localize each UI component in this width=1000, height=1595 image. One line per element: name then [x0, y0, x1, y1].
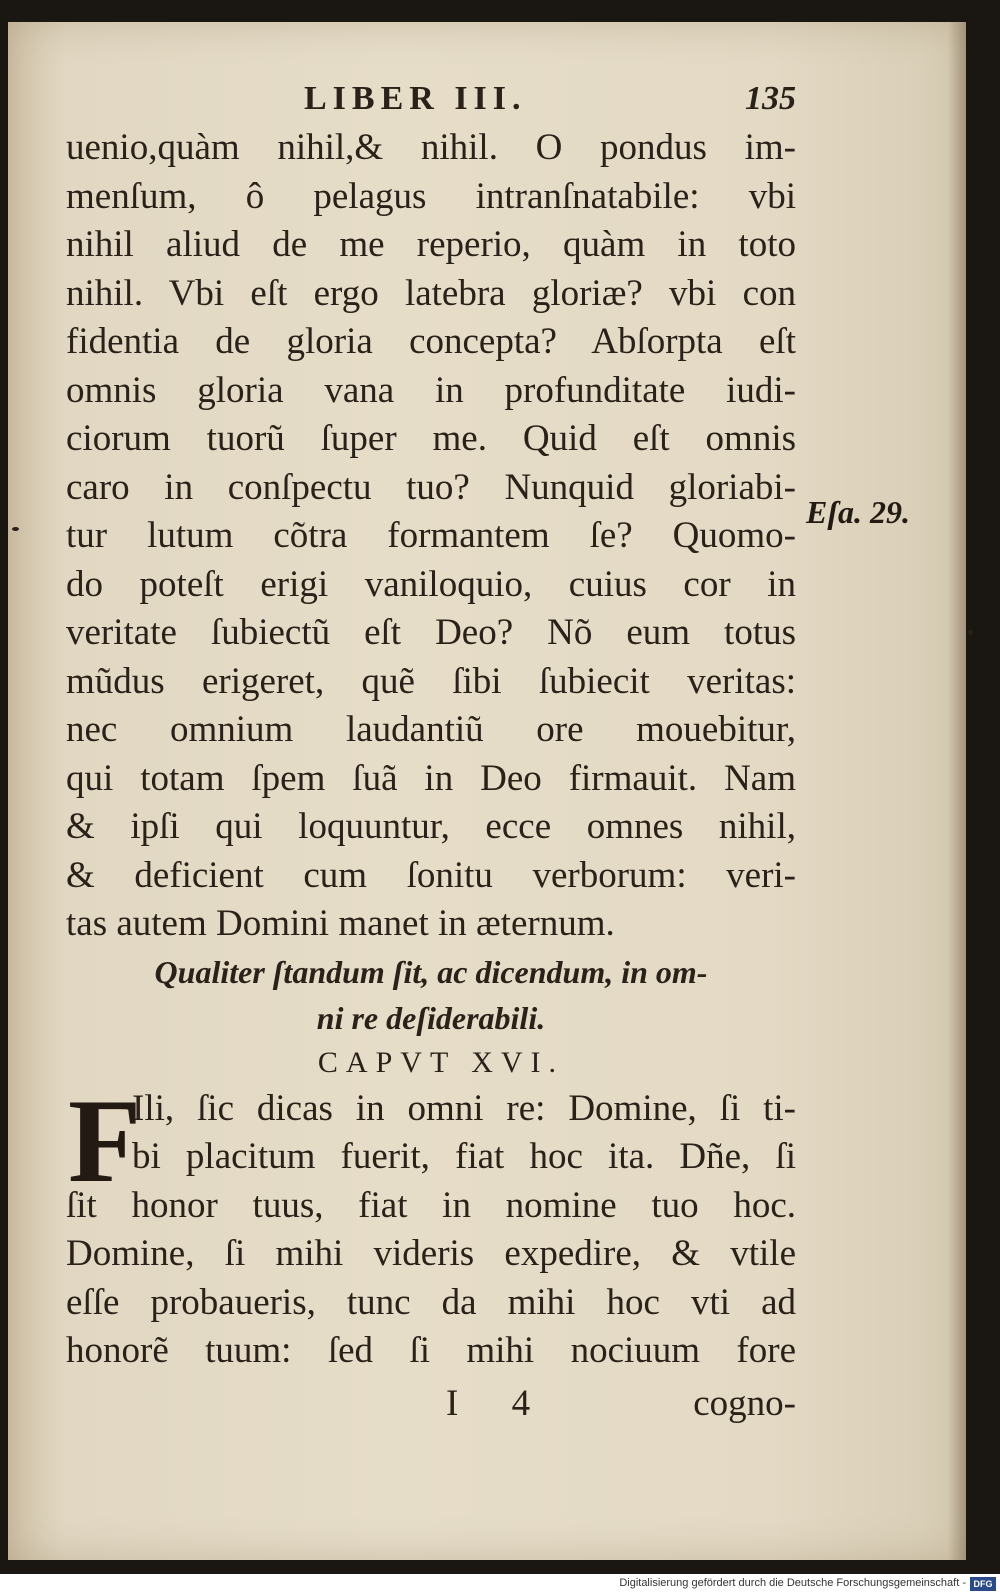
signature-line [66, 1378, 796, 1428]
ink-speck [12, 527, 19, 531]
ink-speck [968, 630, 973, 635]
text-line: omnis gloria vana in profunditate iudi- [66, 369, 796, 411]
text-line: & ipſi qui loquuntur, ecce omnes nihil, [66, 806, 796, 847]
chapter-text [66, 1073, 796, 1376]
body-text [66, 124, 796, 949]
text-line: bi placitum fuerit, fiat hoc ita. Dñe, ſi [132, 1136, 796, 1177]
rubric-line: Qualiter ſtandum ſit, ac dicendum, in om- [154, 953, 708, 990]
text-line: tas autem Domini manet in æternum. [66, 903, 615, 944]
text-line: nihil. Vbi eſt ergo latebra gloriæ? vbi con [66, 272, 796, 314]
running-head-title: LIBER III. [304, 80, 527, 117]
page-edge-shadow [948, 22, 966, 1560]
chapter-heading: CAPVT XVI. [317, 1045, 565, 1079]
running-head [66, 80, 796, 124]
text-block [66, 80, 796, 1428]
text-line: honorẽ tuum: ſed ſi mihi nociuum fore [66, 1330, 796, 1371]
footer-bar [0, 1574, 1000, 1595]
text-line: nihil aliud de me reperio, quàm in toto [66, 224, 796, 265]
catchword: cogno- [693, 1382, 796, 1424]
text-line: ſit honor tuus, fiat in nomine tuo hoc. [66, 1184, 796, 1226]
text-line: nec omnium laudantiũ ore mouebitur, [66, 709, 796, 750]
text-line: fidentia de gloria concepta? Abſorpta eſt [66, 321, 796, 362]
book-page [8, 22, 966, 1560]
dfg-logo: DFG [970, 1577, 996, 1591]
text-line: & deficient cum ſonitu verborum: veri- [66, 854, 796, 896]
signature-mark: I 4 [446, 1382, 553, 1424]
drop-initial: F [68, 1073, 142, 1207]
footer-credit: Digitalisierung gefördert durch die Deutsche Forschungsgemeinschaft - [619, 1577, 966, 1589]
text-line: ciorum tuorũ ſuper me. Quid eſt omnis [66, 418, 796, 459]
text-line: tur lutum cõtra formantem ſe? Quomo- [66, 515, 796, 556]
text-line: do poteſt erigi vaniloquio, cuius cor in [66, 563, 796, 605]
chapter-rubric [66, 949, 796, 1041]
text-line: eſſe probaueris, tunc da mihi hoc vti ad [66, 1281, 796, 1323]
text-line: mũdus erigeret, quẽ ſibi ſubiecit veritas: [66, 660, 796, 702]
margin-note: Eſa. 29. [806, 494, 910, 530]
page-number: 135 [745, 80, 796, 117]
rubric-line: ni re deſiderabili. [316, 999, 546, 1036]
text-line: uenio,quàm nihil,& nihil. O pondus im- [66, 127, 796, 168]
text-line: menſum, ô pelagus intranſnatabile: vbi [66, 175, 796, 217]
text-line: caro in conſpectu tuo? Nunquid gloriabi- [66, 466, 796, 508]
text-line: veritate ſubiectũ eſt Deo? Nõ eum totus [66, 612, 796, 653]
text-line: Domine, ſi mihi videris expedire, & vtile [66, 1233, 796, 1274]
text-line: qui totam ſpem ſuã in Deo firmauit. Nam [66, 757, 796, 799]
text-line: Ili, ſic dicas in omni re: Domine, ſi ti- [132, 1087, 796, 1129]
